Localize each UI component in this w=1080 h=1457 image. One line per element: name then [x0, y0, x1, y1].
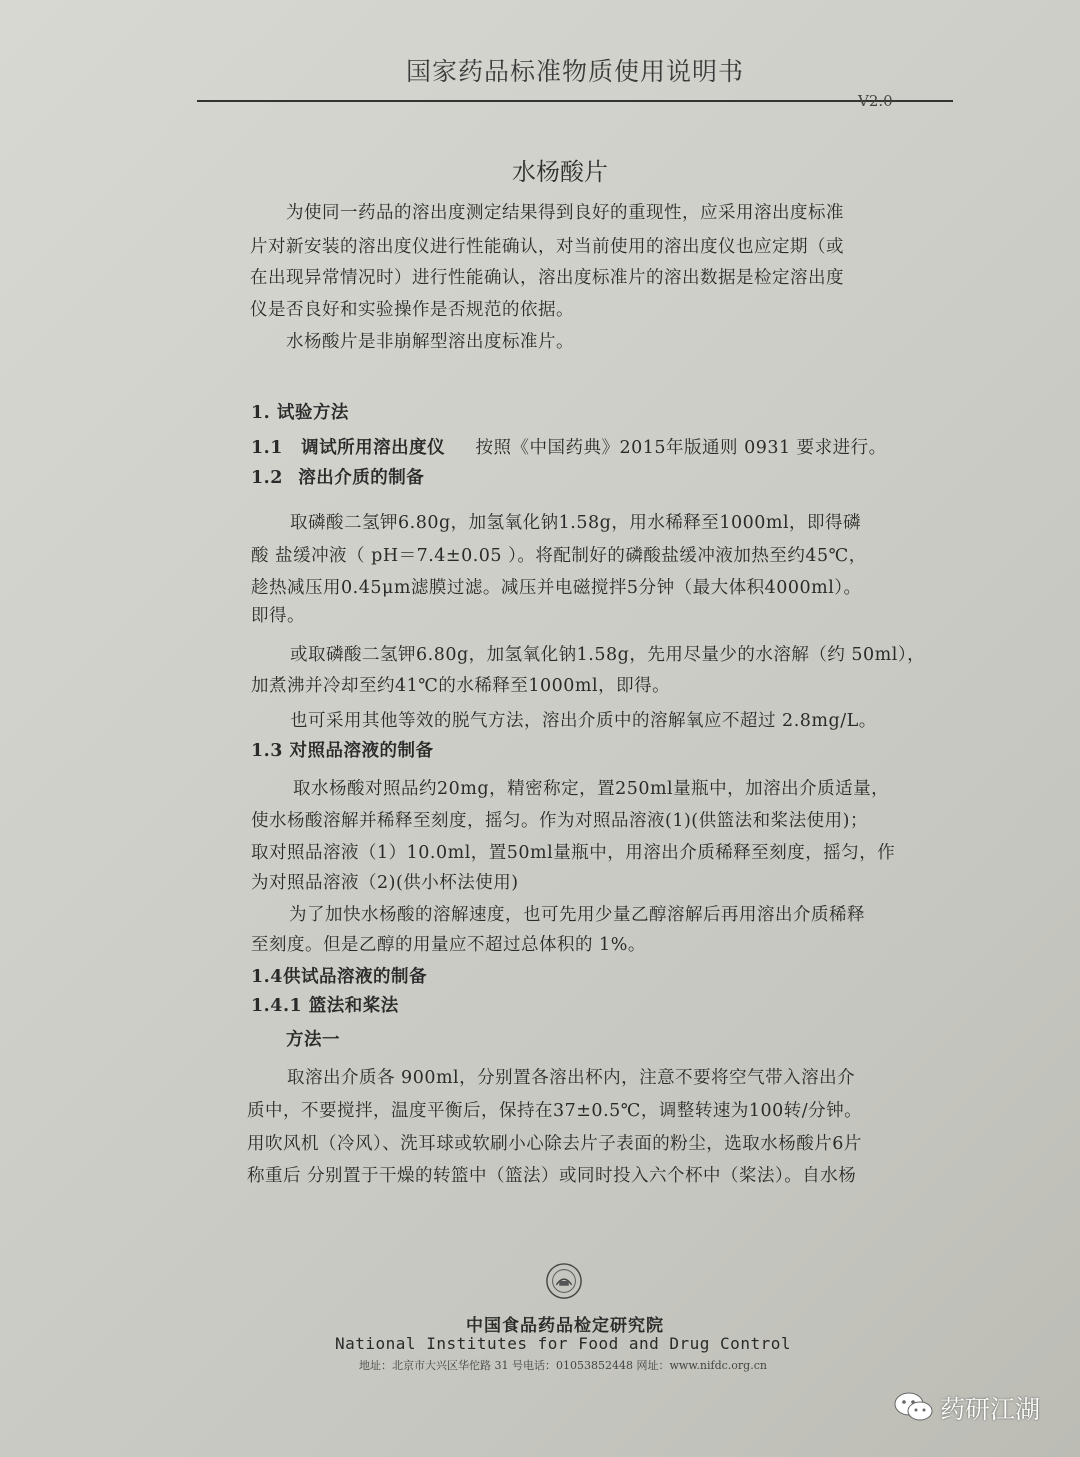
section-1-3-heading: 1.3 对照品溶液的制备 [251, 741, 434, 761]
intro-line: 水杨酸片是非崩解型溶出度标准片。 [286, 332, 574, 352]
section-1-1-number: 1.1 [251, 438, 283, 458]
paragraph-line: 称重后 分别置于干燥的转篮中（篮法）或同时投入六个杯中（桨法）。自水杨 [247, 1166, 857, 1186]
paragraph-line: 质中，不要搅拌，温度平衡后，保持在37±0.5℃，调整转速为100转/分钟。 [247, 1101, 863, 1121]
paragraph-line: 酸 盐缓冲液（ pH＝7.4±0.05 ）。将配制好的磷酸盐缓冲液加热至约45℃， [251, 546, 867, 566]
section-1-2-title: 溶出介质的制备 [298, 468, 425, 488]
paragraph-line: 取溶出介质各 900ml，分别置各溶出杯内，注意不要将空气带入溶出介 [287, 1068, 856, 1088]
section-1-4-heading: 1.4供试品溶液的制备 [251, 967, 427, 987]
paragraph-line: 趁热减压用0.45μm滤膜过滤。减压并电磁搅拌5分钟（最大体积4000ml）。 [251, 578, 862, 598]
nifdc-seal-icon [545, 1262, 583, 1300]
paragraph-line: 取水杨酸对照品约20mg，精密称定，置250ml量瓶中，加溶出介质适量， [293, 779, 890, 799]
section-1-1 [251, 432, 887, 465]
version-label: V2.0 [858, 92, 893, 110]
header-rule [197, 100, 953, 102]
paragraph-line: 为对照品溶液（2)(供小杯法使用) [251, 873, 519, 893]
header-title: 国家药品标准物质使用说明书 [405, 57, 744, 86]
section-1-4-1-heading: 1.4.1 篮法和桨法 [251, 996, 399, 1016]
org-name-en: National Institutes for Food and Drug Control [335, 1334, 791, 1353]
section-1-2-heading [251, 464, 424, 489]
paragraph-line: 或取磷酸二氢钾6.80g，加氢氧化钠1.58g，先用尽量少的水溶解（约 50ml）， [290, 645, 926, 665]
paragraph-line: 为了加快水杨酸的溶解速度，也可先用少量乙醇溶解后再用溶出介质稀释 [289, 905, 865, 925]
org-address: 地址：北京市大兴区华佗路 31 号电话：01053852448 网址：www.nifdc.org.cn [359, 1359, 767, 1372]
section-1-1-title: 调试所用溶出度仪 [301, 438, 446, 458]
wechat-icon [893, 1389, 935, 1425]
intro-line: 片对新安装的溶出度仪进行性能确认，对当前使用的溶出度仪也应定期（或 [250, 237, 844, 257]
intro-line: 仪是否良好和实验操作是否规范的依据。 [250, 300, 574, 320]
section-1-heading: 1. 试验方法 [251, 403, 349, 423]
watermark-text: 药研江湖 [940, 1395, 1041, 1424]
intro-line: 为使同一药品的溶出度测定结果得到良好的重现性，应采用溶出度标准 [286, 203, 844, 223]
paragraph-line: 即得。 [251, 606, 305, 626]
section-1-1-text: 按照《中国药典》2015年版通则 0931 要求进行。 [475, 438, 887, 458]
document-title: 水杨酸片 [512, 158, 608, 186]
paragraph-line: 取磷酸二氢钾6.80g，加氢氧化钠1.58g，用水稀释至1000ml，即得磷 [290, 513, 862, 533]
paragraph-line: 用吹风机（冷风）、洗耳球或软刷小心除去片子表面的粉尘，选取水杨酸片6片 [247, 1134, 862, 1154]
org-name-cn: 中国食品药品检定研究院 [466, 1316, 664, 1336]
method-one-heading: 方法一 [286, 1030, 340, 1050]
paragraph-line: 使水杨酸溶解并稀释至刻度，摇匀。作为对照品溶液(1)(供篮法和桨法使用)； [251, 811, 868, 831]
paragraph-line: 至刻度。但是乙醇的用量应不超过总体积的 1%。 [251, 935, 646, 955]
paragraph-line: 加煮沸并冷却至约41℃的水稀释至1000ml，即得。 [251, 676, 671, 696]
intro-line: 在出现异常情况时）进行性能确认，溶出度标准片的溶出数据是检定溶出度 [250, 268, 844, 288]
paragraph-line: 取对照品溶液（1）10.0ml，置50ml量瓶中，用溶出介质稀释至刻度，摇匀，作 [251, 843, 896, 863]
paragraph-line: 也可采用其他等效的脱气方法，溶出介质中的溶解氧应不超过 2.8mg/L。 [290, 711, 877, 731]
section-1-2-number: 1.2 [251, 468, 283, 488]
